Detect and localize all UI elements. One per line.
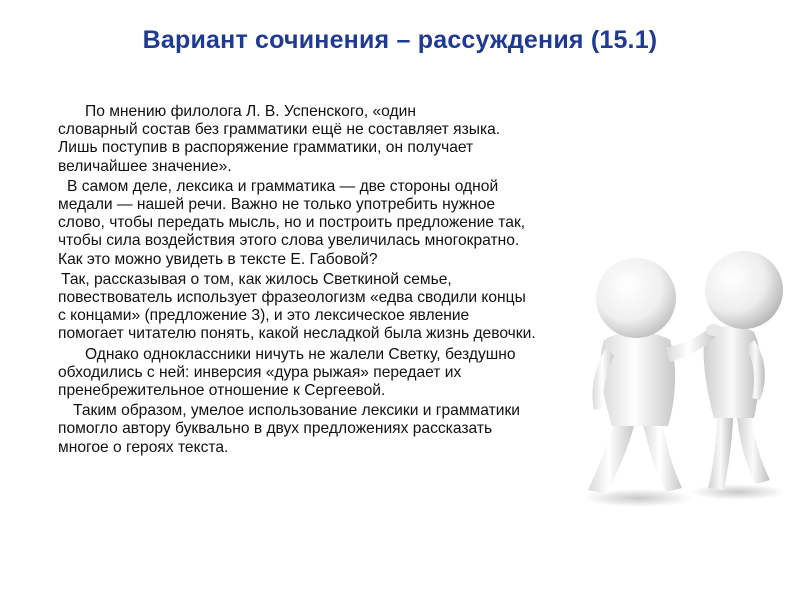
left-figure: [588, 258, 722, 494]
paragraph-4: Однако одноклассники ничуть не жалели Светку, бездушно обходились с ней: инверсия «дура рыжая» передает их пренебрежительное отношение к Сергеевой.: [58, 345, 516, 400]
essay-text: [58, 103, 536, 457]
paragraph-1: По мнению филолога Л. В. Успенского, «один словарный состав без грамматики ещё не составляет языка. Лишь поступив в распоряжение грамматики, он получает величайшее значение».: [58, 103, 501, 175]
slide-title: Вариант сочинения – рассуждения (15.1): [142, 26, 658, 54]
paragraph-3: Так, рассказывая о том, как жилось Светкиной семье, повествователь использует фразеологизм «едва сводили концы с концами» (предложение 3), и это лексическое явление помогает читателю понять, какой несладкой была жизнь девочки.: [58, 270, 536, 343]
paragraph-5: Таким образом, умелое использование лексики и грамматики помогло автору буквально в двух предложениях рассказать многое о героях текста.: [58, 402, 520, 456]
two-figures-illustration: [568, 240, 800, 510]
right-figure: [704, 251, 783, 490]
paragraph-2: В самом деле, лексика и грамматика — две стороны одной медали — нашей речи. Важно не только употребить нужное слово, чтобы передать мысль, но и построить предложение так, чтобы сила воздействия этого слова увеличилась многократно. Как это можно увидеть в тексте Е. Габовой?: [58, 177, 526, 268]
